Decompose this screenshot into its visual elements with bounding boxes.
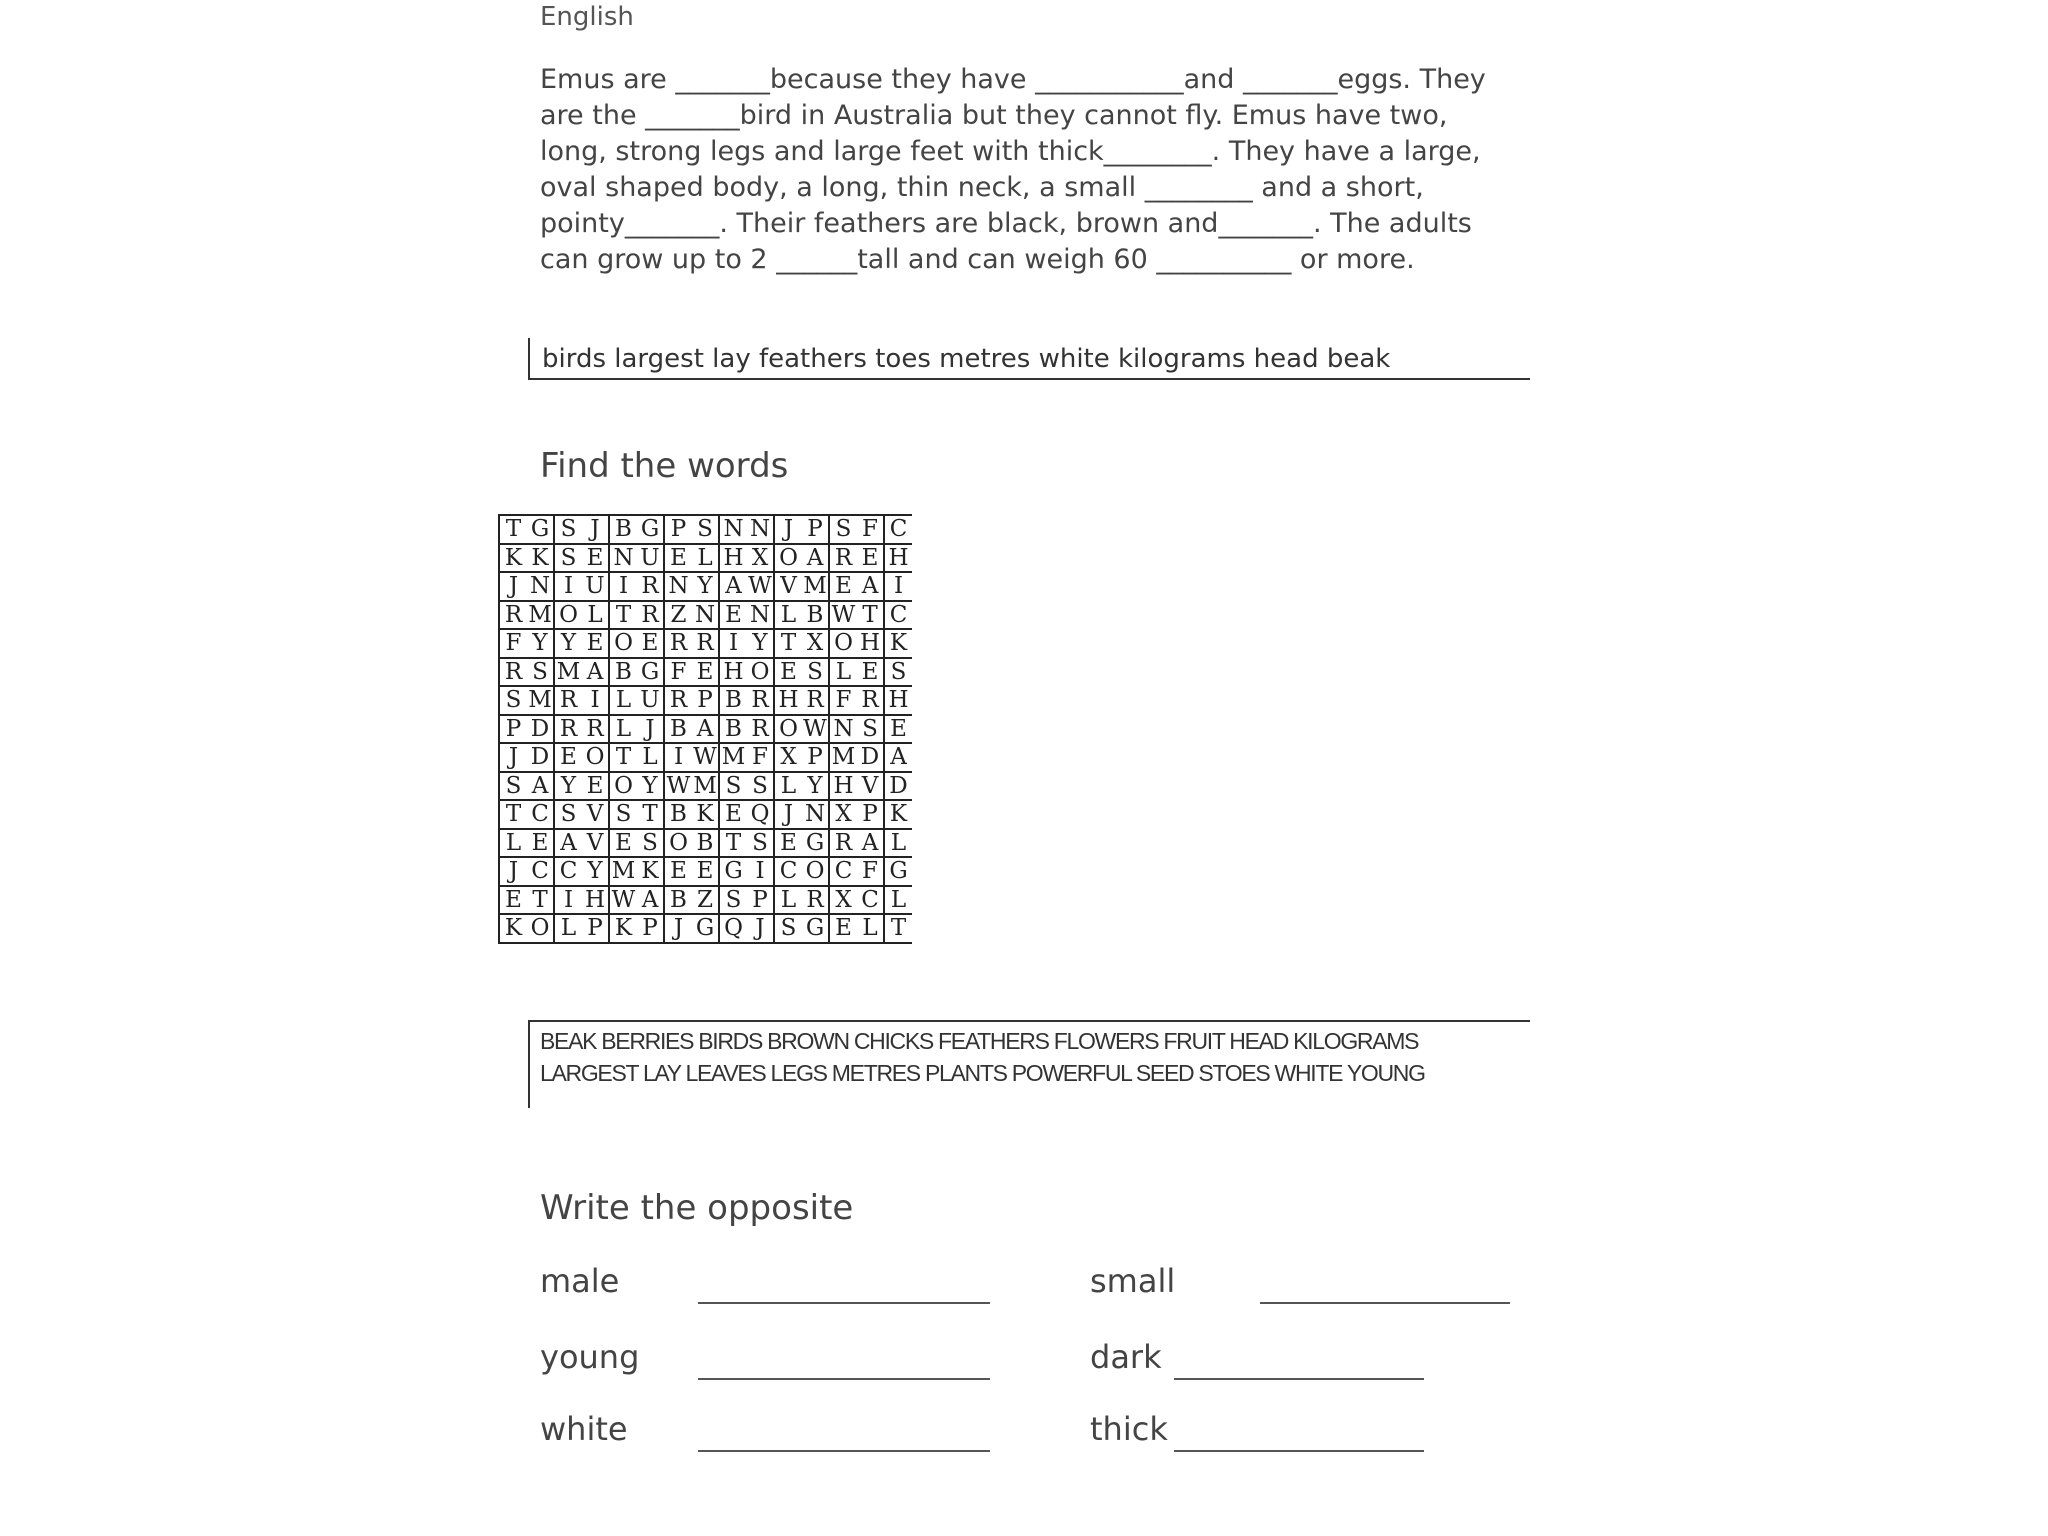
wordsearch-letter[interactable]: R (802, 886, 829, 915)
wordsearch-letter[interactable]: K (637, 857, 664, 886)
wordsearch-letter[interactable]: S (884, 658, 912, 687)
wordsearch-row (499, 629, 912, 658)
wordsearch-letter[interactable]: Y (527, 629, 554, 658)
opposite-word: white (540, 1410, 628, 1448)
wordsearch-letter[interactable]: T (857, 601, 884, 630)
wordsearch-grid (504, 514, 1282, 970)
wordsearch-letter[interactable]: E (884, 715, 912, 744)
wordsearch-letter[interactable]: Q (719, 914, 747, 943)
wordsearch-letter[interactable]: F (499, 629, 527, 658)
wordsearch-letter[interactable]: Y (554, 772, 582, 801)
wordsearch-letter[interactable]: G (527, 515, 554, 544)
opposite-word: young (540, 1338, 640, 1376)
wordsearch-letter[interactable]: B (609, 658, 637, 687)
wordsearch-letter[interactable]: A (554, 829, 582, 858)
wordsearch-letter[interactable]: J (582, 515, 609, 544)
wordsearch-letter[interactable]: C (527, 857, 554, 886)
wordsearch-letter[interactable]: H (582, 886, 609, 915)
wordsearch-letter[interactable]: R (747, 715, 774, 744)
wordsearch-letter[interactable]: T (499, 800, 527, 829)
answer-blank[interactable] (698, 1302, 990, 1304)
wordsearch-letter[interactable]: E (664, 544, 692, 573)
wordsearch-letter[interactable]: A (637, 886, 664, 915)
wordsearch-letter[interactable]: U (637, 686, 664, 715)
wordsearch-table (498, 514, 912, 944)
opposite-word: small (1090, 1262, 1176, 1300)
wordsearch-letter[interactable]: K (499, 914, 527, 943)
wordsearch-letter[interactable]: Q (747, 800, 774, 829)
wordsearch-letter[interactable]: E (719, 800, 747, 829)
wordsearch-letter[interactable]: F (857, 857, 884, 886)
wordsearch-letter[interactable]: X (802, 629, 829, 658)
wordsearch-letter[interactable]: V (857, 772, 884, 801)
wordsearch-letter[interactable]: L (499, 829, 527, 858)
wordsearch-letter[interactable]: J (747, 914, 774, 943)
wordsearch-letter[interactable]: G (802, 829, 829, 858)
wordsearch-letter[interactable]: E (664, 857, 692, 886)
wordsearch-letter[interactable]: K (527, 544, 554, 573)
wordsearch-letter[interactable]: C (829, 857, 857, 886)
wordsearch-title: Find the words (540, 446, 789, 486)
word-list-line: BEAK BERRIES BIRDS BROWN CHICKS FEATHERS FLOWERS FRUIT HEAD KILOGRAMS (540, 1028, 1419, 1054)
wordsearch-row (499, 658, 912, 687)
wordsearch-letter[interactable]: M (692, 772, 719, 801)
answer-blank[interactable] (1174, 1378, 1424, 1380)
wordsearch-letter[interactable]: G (637, 515, 664, 544)
wordsearch-letter[interactable]: Z (692, 886, 719, 915)
wordsearch-letter[interactable]: F (829, 686, 857, 715)
wordsearch-row (499, 686, 912, 715)
wordsearch-letter[interactable]: I (582, 686, 609, 715)
wordsearch-letter[interactable]: T (527, 886, 554, 915)
wordsearch-letter[interactable]: E (554, 743, 582, 772)
wordsearch-letter[interactable]: E (829, 572, 857, 601)
wordsearch-letter[interactable]: E (719, 601, 747, 630)
wordsearch-letter[interactable]: E (857, 544, 884, 573)
wordsearch-letter[interactable]: S (499, 772, 527, 801)
wordsearch-letter[interactable]: E (582, 772, 609, 801)
wordsearch-letter[interactable]: V (582, 800, 609, 829)
wordsearch-word-list (528, 1020, 1530, 1108)
wordsearch-letter[interactable]: H (719, 658, 747, 687)
wordsearch-letter[interactable]: E (829, 914, 857, 943)
wordsearch-letter[interactable]: T (609, 601, 637, 630)
wordsearch-letter[interactable]: T (499, 515, 527, 544)
wordsearch-letter[interactable]: I (664, 743, 692, 772)
wordsearch-letter[interactable]: L (609, 686, 637, 715)
wordsearch-letter[interactable]: X (747, 544, 774, 573)
wordsearch-letter[interactable]: R (747, 686, 774, 715)
wordsearch-letter[interactable]: P (637, 914, 664, 943)
wordsearch-row (499, 914, 912, 943)
wordsearch-letter[interactable]: I (719, 629, 747, 658)
wordsearch-row (499, 544, 912, 573)
wordsearch-letter[interactable]: O (747, 658, 774, 687)
wordsearch-letter[interactable]: O (554, 601, 582, 630)
wordsearch-letter[interactable]: P (582, 914, 609, 943)
wordsearch-letter[interactable]: A (527, 772, 554, 801)
wordsearch-letter[interactable]: F (664, 658, 692, 687)
wordsearch-letter[interactable]: P (499, 715, 527, 744)
wordsearch-letter[interactable]: X (829, 800, 857, 829)
wordsearch-letter[interactable]: M (719, 743, 747, 772)
wordsearch-letter[interactable]: Y (554, 629, 582, 658)
wordsearch-letter[interactable]: S (554, 515, 582, 544)
answer-blank[interactable] (698, 1378, 990, 1380)
wordsearch-letter[interactable]: R (637, 601, 664, 630)
wordsearch-letter[interactable]: B (664, 886, 692, 915)
wordsearch-letter[interactable]: T (774, 629, 802, 658)
wordsearch-letter[interactable]: Y (802, 772, 829, 801)
wordsearch-letter[interactable]: Y (747, 629, 774, 658)
word-bank: birds largest lay feathers toes metres white kilograms head beak (542, 344, 1391, 374)
wordsearch-letter[interactable]: S (527, 658, 554, 687)
wordsearch-letter[interactable]: S (719, 886, 747, 915)
wordsearch-letter[interactable]: B (719, 715, 747, 744)
wordsearch-letter[interactable]: N (747, 601, 774, 630)
wordsearch-letter[interactable]: V (582, 829, 609, 858)
wordsearch-letter[interactable]: S (802, 658, 829, 687)
wordsearch-letter[interactable]: R (802, 686, 829, 715)
wordsearch-letter[interactable]: W (747, 572, 774, 601)
wordsearch-letter[interactable]: O (664, 829, 692, 858)
wordsearch-letter[interactable]: L (884, 829, 912, 858)
wordsearch-letter[interactable]: C (884, 601, 912, 630)
wordsearch-letter[interactable]: E (857, 658, 884, 687)
wordsearch-letter[interactable]: L (884, 886, 912, 915)
wordsearch-letter[interactable]: S (499, 686, 527, 715)
wordsearch-letter[interactable]: H (774, 686, 802, 715)
wordsearch-letter[interactable]: S (637, 829, 664, 858)
wordsearch-letter[interactable]: J (499, 857, 527, 886)
answer-blank[interactable] (1174, 1450, 1424, 1452)
wordsearch-letter[interactable]: M (527, 686, 554, 715)
wordsearch-letter[interactable]: S (554, 544, 582, 573)
wordsearch-letter[interactable]: G (637, 658, 664, 687)
wordsearch-letter[interactable]: P (747, 886, 774, 915)
wordsearch-letter[interactable]: I (609, 572, 637, 601)
word-bank-box (528, 338, 1530, 380)
wordsearch-letter[interactable]: C (884, 515, 912, 544)
wordsearch-row (499, 515, 912, 544)
wordsearch-letter[interactable]: E (637, 629, 664, 658)
wordsearch-letter[interactable]: U (582, 572, 609, 601)
wordsearch-letter[interactable]: G (802, 914, 829, 943)
wordsearch-letter[interactable]: M (554, 658, 582, 687)
wordsearch-letter[interactable]: L (582, 601, 609, 630)
wordsearch-letter[interactable]: K (692, 800, 719, 829)
wordsearch-letter[interactable]: D (527, 715, 554, 744)
cloze-passage: Emus are _______because they have ___________and _______eggs. They are the _______bird in Australia but they cannot fly. Emus have two, long, strong legs and large feet with thick________. They have a large, oval shaped body, a long, thin neck, a small ________ and a short, pointy_______. Their feathers are black, brown and_______. The adults can grow up to 2 ______tall and can weigh 60 __________ or more. (540, 64, 1486, 275)
wordsearch-letter[interactable]: S (609, 800, 637, 829)
wordsearch-letter[interactable]: N (802, 800, 829, 829)
wordsearch-letter[interactable]: F (747, 743, 774, 772)
wordsearch-row (499, 715, 912, 744)
wordsearch-letter[interactable]: T (609, 743, 637, 772)
wordsearch-letter[interactable]: S (774, 914, 802, 943)
wordsearch-letter[interactable]: E (499, 886, 527, 915)
wordsearch-letter[interactable]: B (664, 800, 692, 829)
wordsearch-letter[interactable]: E (774, 829, 802, 858)
wordsearch-letter[interactable]: S (692, 515, 719, 544)
wordsearch-letter[interactable]: F (857, 515, 884, 544)
wordsearch-letter[interactable]: O (527, 914, 554, 943)
wordsearch-letter[interactable]: I (747, 857, 774, 886)
wordsearch-letter[interactable]: A (857, 829, 884, 858)
wordsearch-letter[interactable]: L (857, 914, 884, 943)
wordsearch-letter[interactable]: A (582, 658, 609, 687)
wordsearch-letter[interactable]: M (527, 601, 554, 630)
wordsearch-letter[interactable]: M (829, 743, 857, 772)
wordsearch-letter[interactable]: J (774, 515, 802, 544)
wordsearch-letter[interactable]: J (637, 715, 664, 744)
wordsearch-letter[interactable]: R (554, 715, 582, 744)
wordsearch-letter[interactable]: R (499, 601, 527, 630)
wordsearch-letter[interactable]: T (719, 829, 747, 858)
wordsearch-letter[interactable]: M (609, 857, 637, 886)
wordsearch-letter[interactable]: S (857, 715, 884, 744)
wordsearch-letter[interactable]: N (527, 572, 554, 601)
opposite-word: male (540, 1262, 620, 1300)
wordsearch-letter[interactable]: E (692, 857, 719, 886)
wordsearch-letter[interactable]: D (857, 743, 884, 772)
wordsearch-letter[interactable]: R (664, 629, 692, 658)
answer-blank[interactable] (1260, 1302, 1510, 1304)
opposites-title: Write the opposite (540, 1188, 854, 1228)
wordsearch-row (499, 829, 912, 858)
wordsearch-letter[interactable]: Y (692, 572, 719, 601)
wordsearch-letter[interactable]: B (719, 686, 747, 715)
wordsearch-letter[interactable]: S (719, 772, 747, 801)
wordsearch-letter[interactable]: B (664, 715, 692, 744)
wordsearch-letter[interactable]: J (664, 914, 692, 943)
wordsearch-letter[interactable]: C (774, 857, 802, 886)
wordsearch-letter[interactable]: E (582, 629, 609, 658)
wordsearch-letter[interactable]: A (857, 572, 884, 601)
wordsearch-letter[interactable]: C (527, 800, 554, 829)
wordsearch-letter[interactable]: S (554, 800, 582, 829)
wordsearch-row (499, 601, 912, 630)
wordsearch-letter[interactable]: S (829, 515, 857, 544)
wordsearch-letter[interactable]: E (774, 658, 802, 687)
wordsearch-letter[interactable]: A (802, 544, 829, 573)
wordsearch-letter[interactable]: P (857, 800, 884, 829)
opposite-word: thick (1090, 1410, 1168, 1448)
wordsearch-row (499, 572, 912, 601)
wordsearch-letter[interactable]: R (554, 686, 582, 715)
wordsearch-letter[interactable]: B (692, 829, 719, 858)
wordsearch-letter[interactable]: M (802, 572, 829, 601)
wordsearch-letter[interactable]: A (884, 743, 912, 772)
wordsearch-letter[interactable]: K (609, 914, 637, 943)
wordsearch-letter[interactable]: L (554, 914, 582, 943)
wordsearch-letter[interactable]: J (774, 800, 802, 829)
wordsearch-letter[interactable]: A (719, 572, 747, 601)
opposite-word: dark (1090, 1338, 1162, 1376)
wordsearch-letter[interactable]: Y (582, 857, 609, 886)
wordsearch-letter[interactable]: S (747, 829, 774, 858)
wordsearch-letter[interactable]: G (719, 857, 747, 886)
wordsearch-row (499, 886, 912, 915)
wordsearch-letter[interactable]: X (829, 886, 857, 915)
wordsearch-letter[interactable]: N (609, 544, 637, 573)
wordsearch-letter[interactable]: O (829, 629, 857, 658)
wordsearch-letter[interactable]: Z (664, 601, 692, 630)
wordsearch-letter[interactable]: K (884, 629, 912, 658)
wordsearch-letter[interactable]: O (774, 544, 802, 573)
wordsearch-letter[interactable]: Y (637, 772, 664, 801)
wordsearch-letter[interactable]: R (829, 829, 857, 858)
wordsearch-letter[interactable]: N (692, 601, 719, 630)
wordsearch-letter[interactable]: L (829, 658, 857, 687)
wordsearch-letter[interactable]: E (582, 544, 609, 573)
wordsearch-letter[interactable]: L (774, 601, 802, 630)
wordsearch-letter[interactable]: U (637, 544, 664, 573)
wordsearch-letter[interactable]: S (747, 772, 774, 801)
wordsearch-letter[interactable]: K (499, 544, 527, 573)
wordsearch-letter[interactable]: B (802, 601, 829, 630)
wordsearch-letter[interactable]: X (774, 743, 802, 772)
wordsearch-letter[interactable]: O (609, 772, 637, 801)
wordsearch-letter[interactable]: E (692, 658, 719, 687)
wordsearch-letter[interactable]: I (554, 886, 582, 915)
wordsearch-letter[interactable]: R (637, 572, 664, 601)
wordsearch-letter[interactable]: W (692, 743, 719, 772)
wordsearch-letter[interactable]: N (719, 515, 747, 544)
wordsearch-letter[interactable]: R (857, 686, 884, 715)
wordsearch-letter[interactable]: W (664, 772, 692, 801)
wordsearch-letter[interactable]: A (692, 715, 719, 744)
wordsearch-letter[interactable]: O (609, 629, 637, 658)
subject-heading: English (540, 2, 634, 32)
wordsearch-row (499, 857, 912, 886)
answer-blank[interactable] (698, 1450, 990, 1452)
wordsearch-letter[interactable]: L (774, 886, 802, 915)
wordsearch-letter[interactable]: H (884, 686, 912, 715)
wordsearch-letter[interactable]: R (692, 629, 719, 658)
wordsearch-letter[interactable]: J (499, 743, 527, 772)
wordsearch-letter[interactable]: O (774, 715, 802, 744)
wordsearch-letter[interactable]: P (802, 515, 829, 544)
wordsearch-letter[interactable]: D (884, 772, 912, 801)
wordsearch-letter[interactable]: O (802, 857, 829, 886)
wordsearch-letter[interactable]: T (637, 800, 664, 829)
wordsearch-letter[interactable]: C (857, 886, 884, 915)
wordsearch-letter[interactable]: R (829, 544, 857, 573)
wordsearch-letter[interactable]: E (527, 829, 554, 858)
wordsearch-letter[interactable]: W (802, 715, 829, 744)
wordsearch-letter[interactable]: B (609, 515, 637, 544)
wordsearch-letter[interactable]: J (499, 572, 527, 601)
wordsearch-letter[interactable]: N (664, 572, 692, 601)
word-list-line: LARGEST LAY LEAVES LEGS METRES PLANTS POWERFUL SEED STOES WHITE YOUNG (540, 1060, 1425, 1086)
wordsearch-letter[interactable]: I (554, 572, 582, 601)
wordsearch-letter[interactable]: R (499, 658, 527, 687)
wordsearch-letter[interactable]: K (884, 800, 912, 829)
wordsearch-letter[interactable]: P (802, 743, 829, 772)
wordsearch-letter[interactable]: L (609, 715, 637, 744)
wordsearch-letter[interactable]: L (692, 544, 719, 573)
wordsearch-letter[interactable]: I (884, 572, 912, 601)
wordsearch-letter[interactable]: H (857, 629, 884, 658)
wordsearch-letter[interactable]: G (884, 857, 912, 886)
wordsearch-letter[interactable]: D (527, 743, 554, 772)
wordsearch-letter[interactable]: R (582, 715, 609, 744)
wordsearch-letter[interactable]: H (829, 772, 857, 801)
wordsearch-letter[interactable]: P (692, 686, 719, 715)
wordsearch-letter[interactable]: T (884, 914, 912, 943)
wordsearch-letter[interactable]: C (554, 857, 582, 886)
wordsearch-letter[interactable]: H (719, 544, 747, 573)
wordsearch-letter[interactable]: R (664, 686, 692, 715)
wordsearch-letter[interactable]: W (829, 601, 857, 630)
wordsearch-letter[interactable]: P (664, 515, 692, 544)
wordsearch-letter[interactable]: W (609, 886, 637, 915)
wordsearch-letter[interactable]: N (829, 715, 857, 744)
wordsearch-letter[interactable]: E (609, 829, 637, 858)
wordsearch-letter[interactable]: V (774, 572, 802, 601)
wordsearch-letter[interactable]: H (884, 544, 912, 573)
wordsearch-letter[interactable]: L (637, 743, 664, 772)
wordsearch-row (499, 800, 912, 829)
worksheet-page (504, 0, 1540, 1536)
wordsearch-letter[interactable]: O (582, 743, 609, 772)
wordsearch-row (499, 772, 912, 801)
wordsearch-letter[interactable]: L (774, 772, 802, 801)
wordsearch-letter[interactable]: G (692, 914, 719, 943)
wordsearch-row (499, 743, 912, 772)
wordsearch-letter[interactable]: N (747, 515, 774, 544)
